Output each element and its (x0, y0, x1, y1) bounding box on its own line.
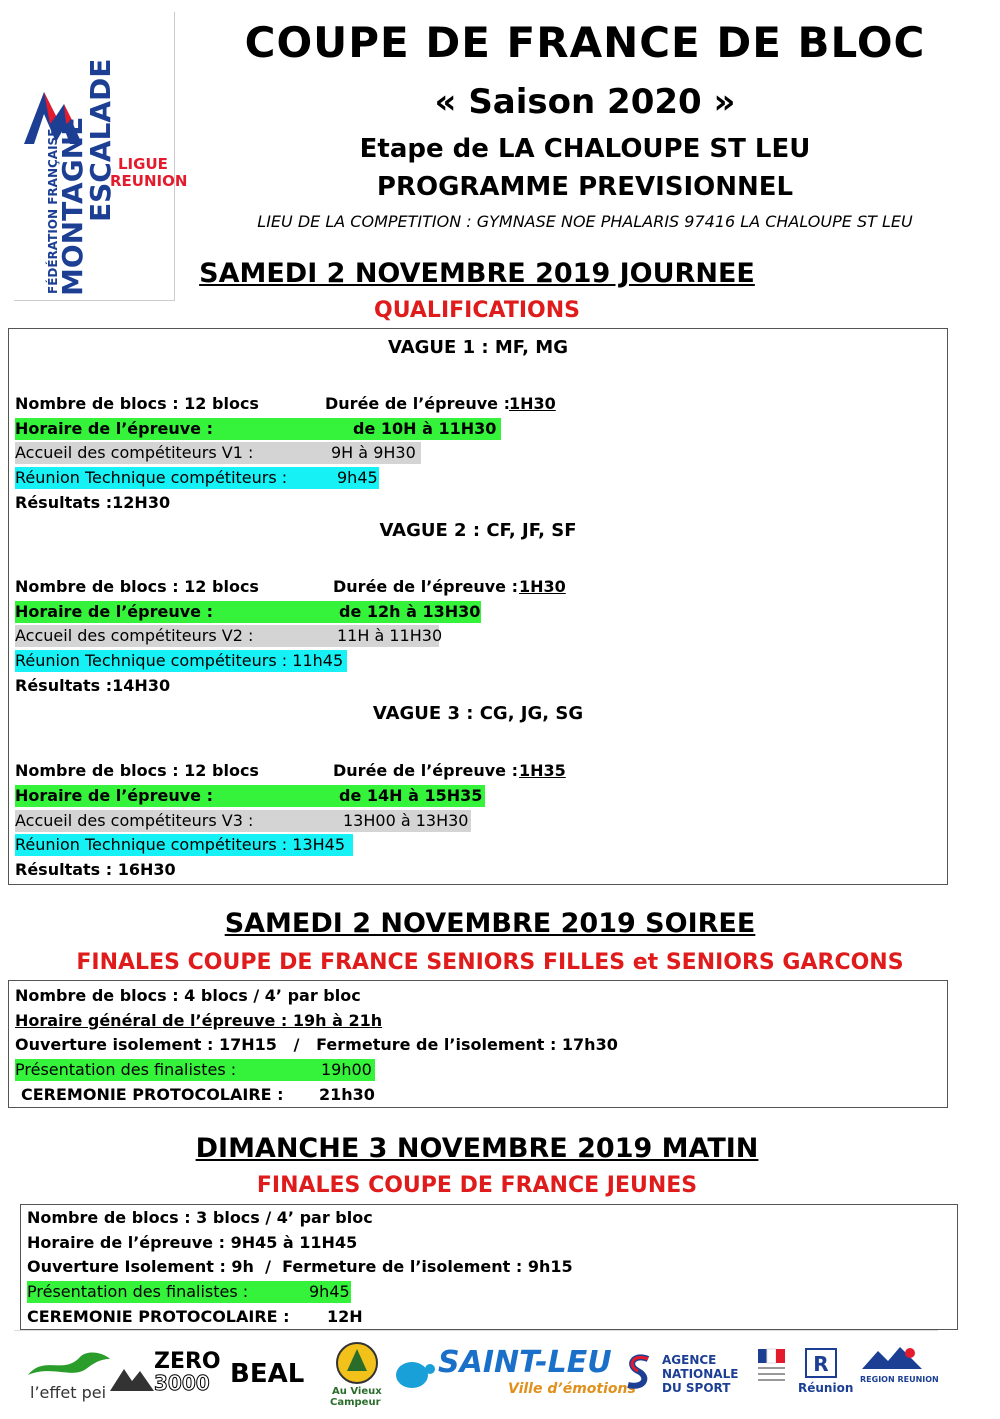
day2-ceremonie-label: CEREMONIE PROTOCOLAIRE : (21, 1085, 284, 1104)
day2-presentation-row (15, 1059, 375, 1081)
vague1-horaire: de 10H à 11H30 (353, 419, 497, 438)
turtle-icon (390, 1353, 436, 1393)
sponsor-effetpei: l’effet pei (30, 1383, 107, 1402)
vague1-horaire-row (15, 418, 501, 440)
day2-blocs: Nombre de blocs : 4 blocs / 4’ par bloc (15, 986, 361, 1005)
day3-ceremonie-label: CEREMONIE PROTOCOLAIRE : (27, 1307, 290, 1326)
sponsor-zero: ZERO (154, 1349, 221, 1374)
sponsor-saint-leu-sub: Ville d’émotions (508, 1381, 636, 1397)
vague2-duree: 1H30 (519, 577, 566, 596)
vague3-title: VAGUE 3 : CG, JG, SG (372, 703, 584, 724)
vague3-duree: 1H35 (519, 761, 566, 780)
page-title: COUPE DE FRANCE DE BLOC (244, 18, 926, 67)
competition-location: LIEU DE LA COMPETITION : GYMNASE NOE PHALARIS 97416 LA CHALOUPE ST LEU (257, 212, 913, 231)
day2-title: SAMEDI 2 NOVEMBRE 2019 SOIREE (224, 908, 756, 939)
logo-ffme-line: FÉDÉRATION FRANÇAISE (46, 128, 60, 294)
day3-blocs: Nombre de blocs : 3 blocs / 4’ par bloc (27, 1208, 373, 1227)
region-icon (860, 1343, 924, 1373)
sponsor-beal: BEAL (230, 1359, 305, 1389)
vague3-blocs: Nombre de blocs : 12 blocs (15, 761, 259, 780)
programme-title: PROGRAMME PREVISIONNEL (376, 172, 794, 202)
vague3-duree-label: Durée de l’épreuve : (333, 761, 518, 780)
vague1-horaire-label: Horaire de l’épreuve : (15, 419, 213, 438)
day3-title: DIMANCHE 3 NOVEMBRE 2019 MATIN (195, 1133, 759, 1164)
logo-escalade: ESCALADE (84, 58, 117, 222)
vague1-resultats: Résultats :12H30 (15, 493, 171, 512)
vague2-horaire-row (15, 601, 481, 623)
etape-title: Etape de LA CHALOUPE ST LEU (359, 134, 811, 164)
sponsor-zero-3000: 3000 (154, 1371, 210, 1395)
sponsor-ans-3: DU SPORT (662, 1381, 731, 1395)
day3-horaire: Horaire de l’épreuve : 9H45 à 11H45 (27, 1233, 358, 1252)
vague1-reunion-row (15, 467, 379, 489)
vague2-duree-label: Durée de l’épreuve : (333, 577, 518, 596)
finales-jeunes-box (20, 1204, 958, 1330)
vague3-accueil-row (15, 810, 471, 832)
day2-horaire: Horaire général de l’épreuve : 19h à 21h (15, 1011, 383, 1030)
day3-subtitle: FINALES COUPE DE FRANCE JEUNES (256, 1173, 698, 1198)
sponsor-vieux-2: Campeur (330, 1397, 381, 1408)
vague1-accueil-label: Accueil des compétiteurs V1 : (15, 443, 254, 462)
vieux-campeur-icon (334, 1339, 380, 1387)
mountain-icon (110, 1363, 154, 1393)
sponsor-logos (14, 1330, 938, 1409)
qualifications-box (8, 328, 948, 885)
vague3-reunion: Réunion Technique compétiteurs : 13H45 (15, 834, 353, 856)
day2-presentation-label: Présentation des finalistes : (15, 1060, 237, 1079)
vague3-accueil: 13H00 à 13H30 (343, 811, 469, 830)
day3-ceremonie: 12H (327, 1307, 363, 1326)
vague3-horaire-row (15, 785, 485, 807)
vague1-reunion-label: Réunion Technique compétiteurs : (15, 468, 288, 487)
ans-logo-icon (624, 1353, 654, 1393)
svg-text:R: R (813, 1352, 829, 1376)
logo-reunion: REUNION (110, 172, 188, 190)
vague3-horaire-label: Horaire de l’épreuve : (15, 786, 213, 805)
vague2-accueil-row (15, 625, 443, 647)
day1-title: SAMEDI 2 NOVEMBRE 2019 JOURNEE (199, 258, 755, 289)
finales-seniors-box (8, 980, 948, 1108)
vague2-reunion: Réunion Technique compétiteurs : 11h45 (15, 650, 347, 672)
vague1-accueil: 9H à 9H30 (331, 443, 416, 462)
vague2-accueil: 11H à 11H30 (337, 626, 443, 645)
day2-isolement: Ouverture isolement : 17H15 / Fermeture de l’isolement : 17h30 (15, 1035, 618, 1054)
vague2-horaire: de 12h à 13H30 (339, 602, 481, 621)
lizard-icon (24, 1345, 114, 1381)
day3-isolement: Ouverture Isolement : 9h / Fermeture de l’isolement : 9h15 (27, 1257, 573, 1276)
vague2-title: VAGUE 2 : CF, JF, SF (379, 520, 577, 541)
departement-icon (804, 1347, 838, 1379)
republique-icon (752, 1345, 792, 1395)
sponsor-vieux-1: Au Vieux (332, 1386, 382, 1397)
sponsor-departement: Réunion (798, 1381, 854, 1395)
day3-presentation: 9h45 (309, 1282, 350, 1301)
vague3-resultats: Résultats : 16H30 (15, 860, 176, 879)
vague2-accueil-label: Accueil des compétiteurs V2 : (15, 626, 254, 645)
vague1-duree: 1H30 (509, 394, 556, 413)
vague1-accueil-row (15, 442, 421, 464)
logo-ligue: LIGUE (118, 155, 168, 173)
sponsor-region: REGION REUNION (860, 1375, 939, 1384)
day2-presentation: 19h00 (321, 1060, 372, 1079)
day2-ceremonie: 21h30 (319, 1085, 375, 1104)
day1-subtitle: QUALIFICATIONS (374, 298, 580, 323)
sponsor-ans-1: AGENCE (662, 1353, 717, 1367)
vague3-horaire: de 14H à 15H35 (339, 786, 483, 805)
day3-presentation-label: Présentation des finalistes : (27, 1282, 249, 1301)
vague1-title: VAGUE 1 : MF, MG (388, 337, 568, 358)
day3-presentation-row (27, 1281, 351, 1303)
vague1-reunion: 9h45 (337, 468, 378, 487)
vague2-blocs: Nombre de blocs : 12 blocs (15, 577, 259, 596)
vague2-horaire-label: Horaire de l’épreuve : (15, 602, 213, 621)
vague1-duree-label: Durée de l’épreuve : (325, 394, 510, 413)
sponsor-ans-2: NATIONALE (662, 1367, 739, 1381)
vague3-accueil-label: Accueil des compétiteurs V3 : (15, 811, 254, 830)
season-title: « Saison 2020 » (434, 82, 736, 122)
vague2-resultats: Résultats :14H30 (15, 676, 171, 695)
logo-montagne: MONTAGNE (56, 116, 89, 296)
day2-subtitle: FINALES COUPE DE FRANCE SENIORS FILLES et SENIORS GARCONS (76, 950, 904, 975)
vague1-blocs: Nombre de blocs : 12 blocs (15, 394, 259, 413)
sponsor-saint-leu: SAINT-LEU (438, 1345, 612, 1380)
